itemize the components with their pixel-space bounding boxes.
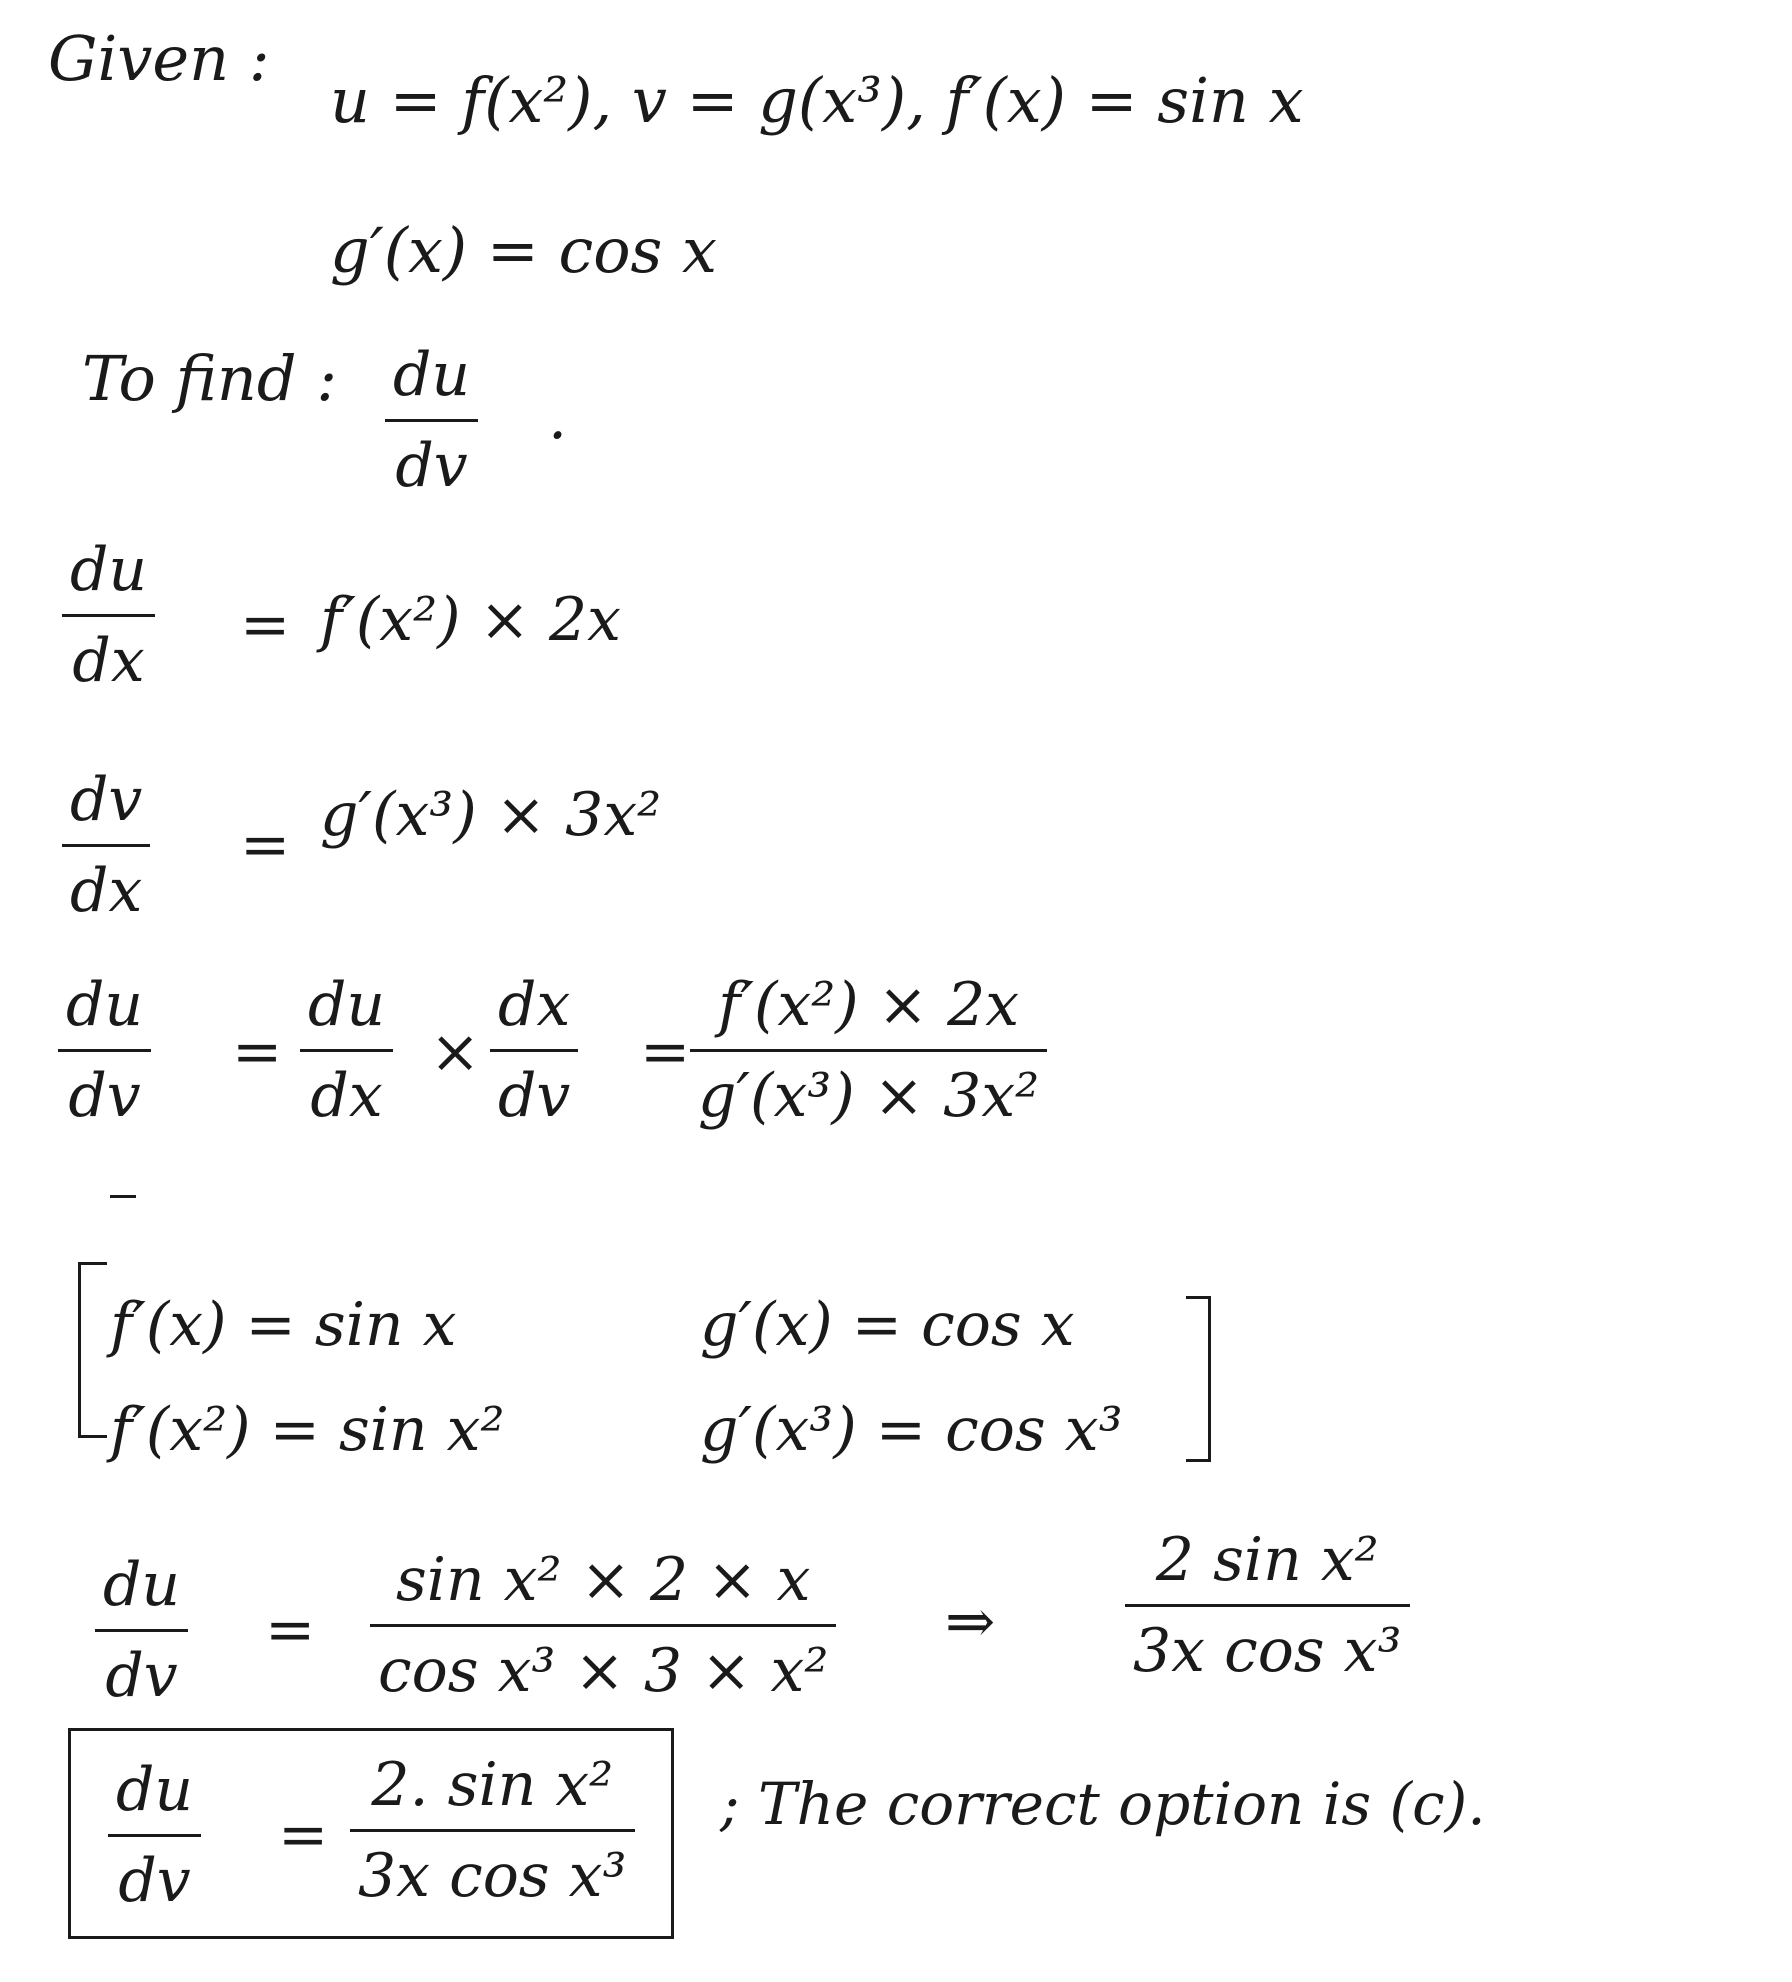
step3-lhs-fraction xyxy=(58,970,151,1131)
step2-lhs-fraction xyxy=(62,765,150,926)
step3-equals-2: = xyxy=(640,1017,691,1087)
bracket-row1-left: f′(x) = sin x xyxy=(110,1290,457,1360)
to-find-period: . xyxy=(548,383,568,453)
step4-middle-fraction xyxy=(370,1545,836,1706)
step3-b-numerator: dx xyxy=(490,975,578,1052)
bracket-row2-left: f′(x²) = sin x² xyxy=(110,1395,505,1465)
step1-lhs-fraction xyxy=(62,535,155,696)
answer-result-fraction xyxy=(350,1750,635,1911)
step1-rhs: f′(x²) × 2x xyxy=(320,585,621,655)
answer-lhs-numerator: du xyxy=(108,1760,201,1837)
to-find-denominator: dv xyxy=(395,431,468,501)
answer-lhs-fraction xyxy=(108,1755,201,1916)
step2-numerator: dv xyxy=(62,770,150,847)
step3-result-numerator: f′(x²) × 2x xyxy=(690,975,1047,1052)
implies-arrow: ⇒ xyxy=(945,1587,996,1657)
to-find-label: To find : xyxy=(82,342,338,415)
given-label: Given : xyxy=(48,22,270,95)
conclusion-text: ; The correct option is (c). xyxy=(720,1770,1486,1838)
step4-result-numerator: 2 sin x² xyxy=(1125,1530,1410,1607)
step3-lhs-denominator: dv xyxy=(68,1061,141,1131)
step3-du-dx-fraction xyxy=(300,970,393,1131)
to-find-fraction xyxy=(385,340,478,501)
step4-lhs-numerator: du xyxy=(95,1555,188,1632)
answer-equals: = xyxy=(278,1800,329,1870)
step3-a-numerator: du xyxy=(300,975,393,1052)
step4-result-denominator: 3x cos x³ xyxy=(1133,1616,1402,1686)
separator-dash xyxy=(110,1195,136,1198)
given-line-2: g′(x) = cos x xyxy=(330,214,718,287)
step4-lhs-denominator: dv xyxy=(105,1641,178,1711)
left-bracket xyxy=(78,1262,107,1438)
step4-middle-denominator: cos x³ × 3 × x² xyxy=(378,1636,829,1706)
step1-numerator: du xyxy=(62,540,155,617)
answer-result-denominator: 3x cos x³ xyxy=(358,1841,627,1911)
step3-lhs-numerator: du xyxy=(58,975,151,1052)
step4-lhs-fraction xyxy=(95,1550,188,1711)
step3-equals-1: = xyxy=(232,1017,283,1087)
to-find-numerator: du xyxy=(385,345,478,422)
step1-denominator: dx xyxy=(72,626,145,696)
bracket-row2-right: g′(x³) = cos x³ xyxy=(700,1395,1123,1465)
step2-denominator: dx xyxy=(70,856,143,926)
right-bracket xyxy=(1186,1296,1211,1462)
step4-middle-numerator: sin x² × 2 × x xyxy=(370,1550,836,1627)
given-line-1: u = f(x²), v = g(x³), f′(x) = sin x xyxy=(330,64,1304,137)
answer-result-numerator: 2. sin x² xyxy=(350,1755,635,1832)
step3-a-denominator: dx xyxy=(310,1061,383,1131)
step3-times: × xyxy=(430,1017,481,1087)
step3-b-denominator: dv xyxy=(498,1061,571,1131)
step4-result-fraction xyxy=(1125,1525,1410,1686)
step1-equals: = xyxy=(240,590,291,660)
step2-equals: = xyxy=(240,810,291,880)
answer-lhs-denominator: dv xyxy=(118,1846,191,1916)
step3-result-denominator: g′(x³) × 3x² xyxy=(698,1061,1040,1131)
step3-dx-dv-fraction xyxy=(490,970,578,1131)
step2-rhs: g′(x³) × 3x² xyxy=(320,780,662,850)
bracket-row1-right: g′(x) = cos x xyxy=(700,1290,1075,1360)
step3-result-fraction xyxy=(690,970,1047,1131)
step4-equals: = xyxy=(265,1595,316,1665)
